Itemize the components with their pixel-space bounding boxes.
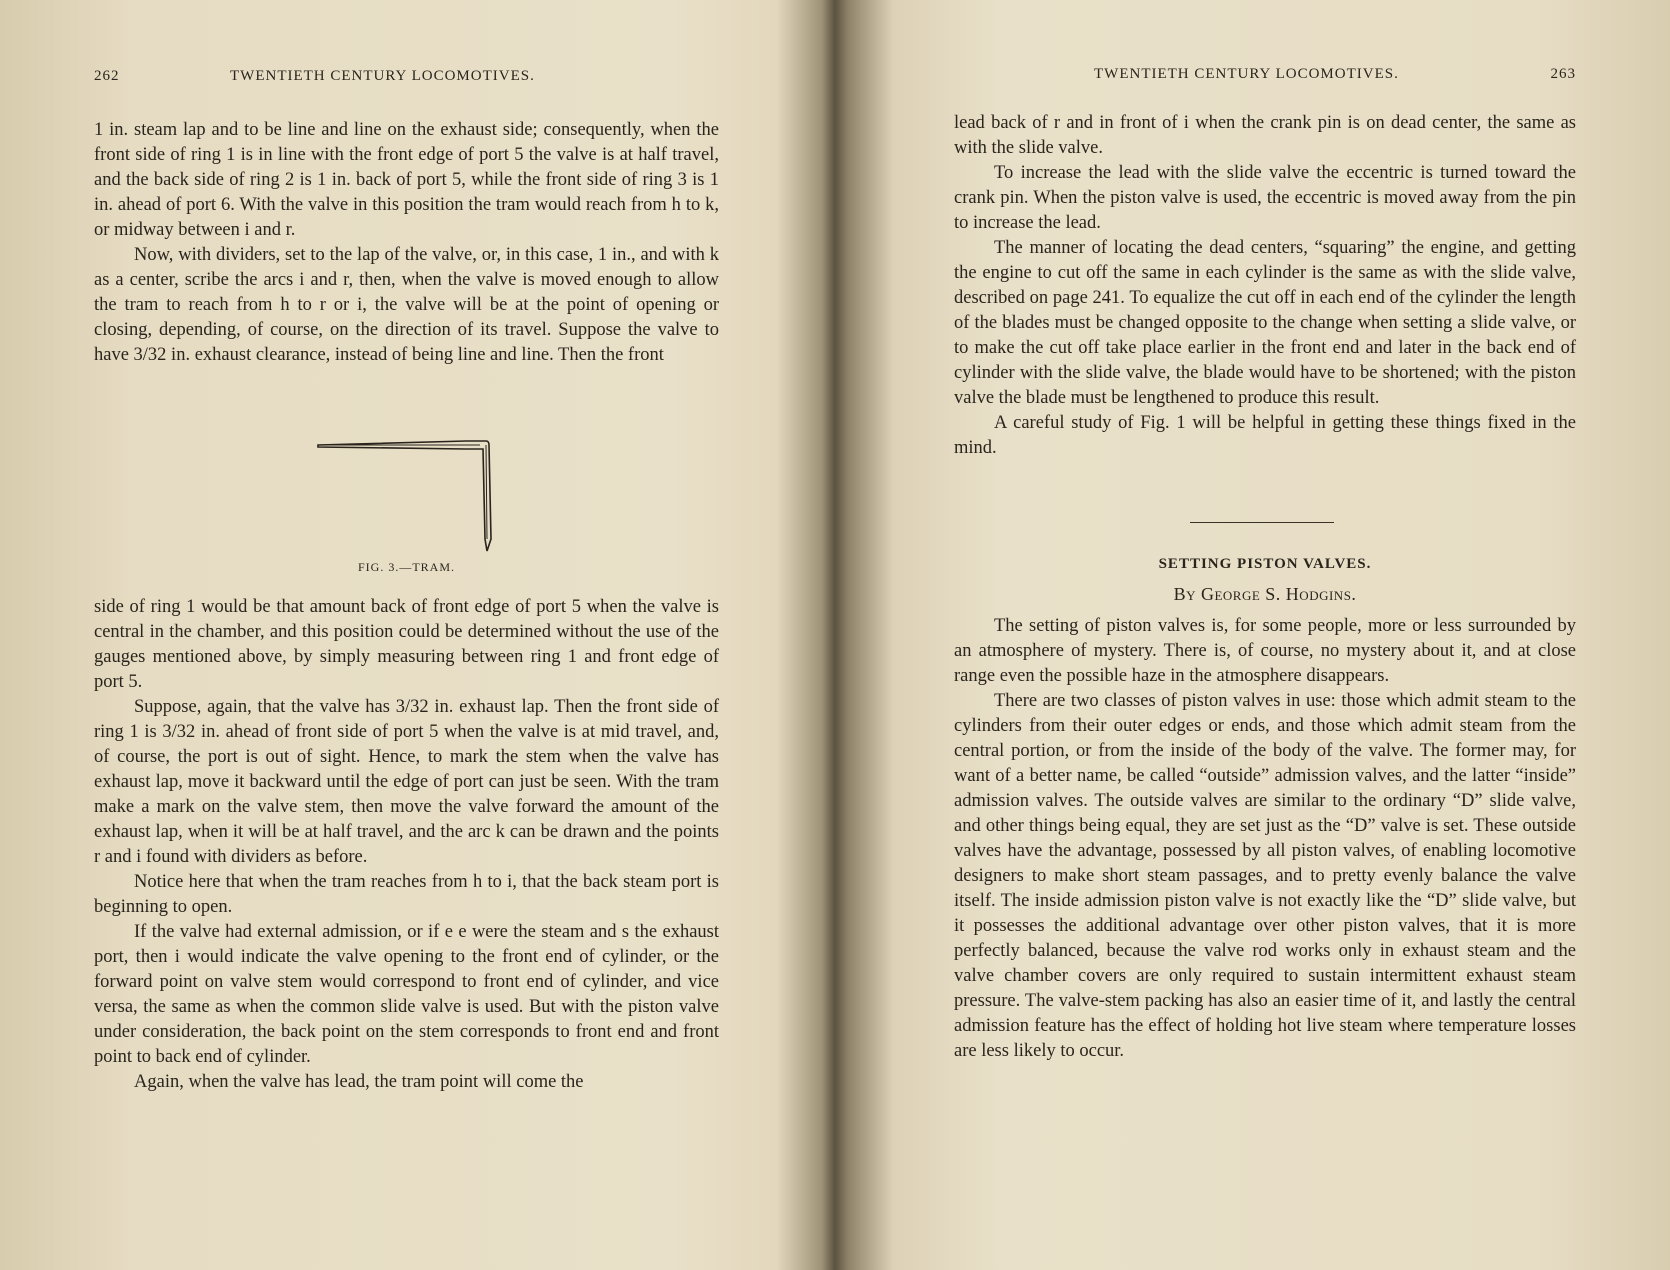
right-text-bottom <box>954 614 1576 1064</box>
left-page-number: 262 <box>94 68 120 84</box>
paragraph: To increase the lead with the slide valve the eccentric is turned toward the crank pin. When the piston valve is used, the eccentric is moved away from the pin to increase the lead. <box>954 163 1576 233</box>
figure-tram <box>94 435 719 575</box>
paragraph: Notice here that when the tram reaches from h to i, that the back steam port is beginning to open. <box>94 872 719 917</box>
paragraph: side of ring 1 would be that amount back of front edge of port 5 when the valve is central in the chamber, and this position could be determined without the use of the gauges mentioned above, by simply measuring between ring 1 and front edge of port 5. <box>94 597 719 692</box>
left-text-bottom <box>94 595 719 1095</box>
paragraph: A careful study of Fig. 1 will be helpful in getting these things fixed in the mind. <box>954 413 1576 458</box>
left-text-top <box>94 118 719 368</box>
section-title: SETTING PISTON VALVES. <box>1158 556 1372 572</box>
left-page <box>0 0 830 1270</box>
right-page-number: 263 <box>1550 66 1576 82</box>
paragraph: The manner of locating the dead centers, “squaring” the engine, and getting the engine to cut off the same in each cylinder is the same as with the slide valve, described on page 241. To equalize the cut off in each end of the cylinder the length of the blades must be changed opposite to the change when setting a slide valve, or to make the cut off take place earlier in the front end and later in the back end of cylinder with the slide valve, the blade would have to be shortened; with the piston valve the blade must be lengthened to produce this result. <box>954 238 1576 408</box>
section-divider <box>1190 522 1334 523</box>
right-page <box>840 0 1670 1270</box>
right-running-head: TWENTIETH CENTURY LOCOMOTIVES. <box>1094 66 1399 82</box>
right-text-top <box>954 111 1576 461</box>
paragraph: 1 in. steam lap and to be line and line on the exhaust side; consequently, when the front side of ring 1 is in line with the front edge of port 5 the valve is at half travel, and the back side of ring 2 is 1 in. back of port 5, while the front side of ring 3 is 1 in. ahead of port 6. With the valve in this position the tram would reach from h to k, or midway between i and r. <box>94 120 719 240</box>
byline: By George S. Hodgins. <box>1173 584 1357 604</box>
paragraph: The setting of piston valves is, for some people, more or less surrounded by an atmosphere of mystery. There is, of course, no mystery about it, and at close range even the possible haze in the atmosphere disappears. <box>954 616 1576 686</box>
paragraph: Now, with dividers, set to the lap of the valve, or, in this case, 1 in., and with k as a center, scribe the arcs i and r, then, when the valve is moved enough to allow the tram to reach from h to r or i, the valve will be at the point of opening or closing, depending, of course, on the direction of its travel. Suppose the valve to have 3/32 in. exhaust clearance, instead of being line and line. Then the front <box>94 245 719 365</box>
tram-drawing <box>94 435 719 555</box>
left-running-head: TWENTIETH CENTURY LOCOMOTIVES. <box>230 68 535 84</box>
figure-caption: FIG. 3.—TRAM. <box>357 560 455 574</box>
paragraph: If the valve had external admission, or if e e were the steam and s the exhaust port, then i would indicate the valve opening to the front end of cylinder, or the forward point on valve stem would correspond to front end of cylinder, and vice versa, the same as when the common slide valve is used. But with the piston valve under consideration, the back point on the stem corresponds to front end and front point to back end of cylinder. <box>94 922 719 1067</box>
paragraph: There are two classes of piston valves in use: those which admit steam to the cylinders from their outer edges or ends, and those which admit steam from the central portion, or from the inside of the body of the valve. The former may, for want of a better name, be called “outside” admission valves, and the latter “inside” admission valves. The outside valves are similar to the ordinary “D” slide valve, and other things being equal, they are set just as the “D” valve is set. These outside valves have the advantage, possessed by all piston valves, of enabling locomotive designers to make short steam passages, and to pretty evenly balance the valve itself. The inside admission piston valve is not exactly like the “D” slide valve, but it possesses the additional advantage over other piston valves, that it is more perfectly balanced, because the valve rod works only in exhaust steam and the valve chamber covers are only required to sustain intermittent exhaust steam pressure. The valve-stem packing has also an easier time of it, and lastly the central admission feature has the effect of holding hot live steam where temperature losses are less likely to occur. <box>954 691 1576 1061</box>
paragraph: Suppose, again, that the valve has 3/32 in. exhaust lap. Then the front side of ring 1 is 3/32 in. ahead of front side of port 5 when the valve is at mid travel, and, of course, the port is out of sight. Hence, to mark the stem when the valve has exhaust lap, move it backward until the edge of port can just be seen. With the tram make a mark on the valve stem, then move the valve forward the amount of the exhaust lap, when it will be at half travel, and the arc k can be drawn and the points r and i found with dividers as before. <box>94 697 719 867</box>
paragraph: lead back of r and in front of i when the crank pin is on dead center, the same as with the slide valve. <box>954 113 1576 158</box>
paragraph: Again, when the valve has lead, the tram point will come the <box>134 1072 584 1092</box>
